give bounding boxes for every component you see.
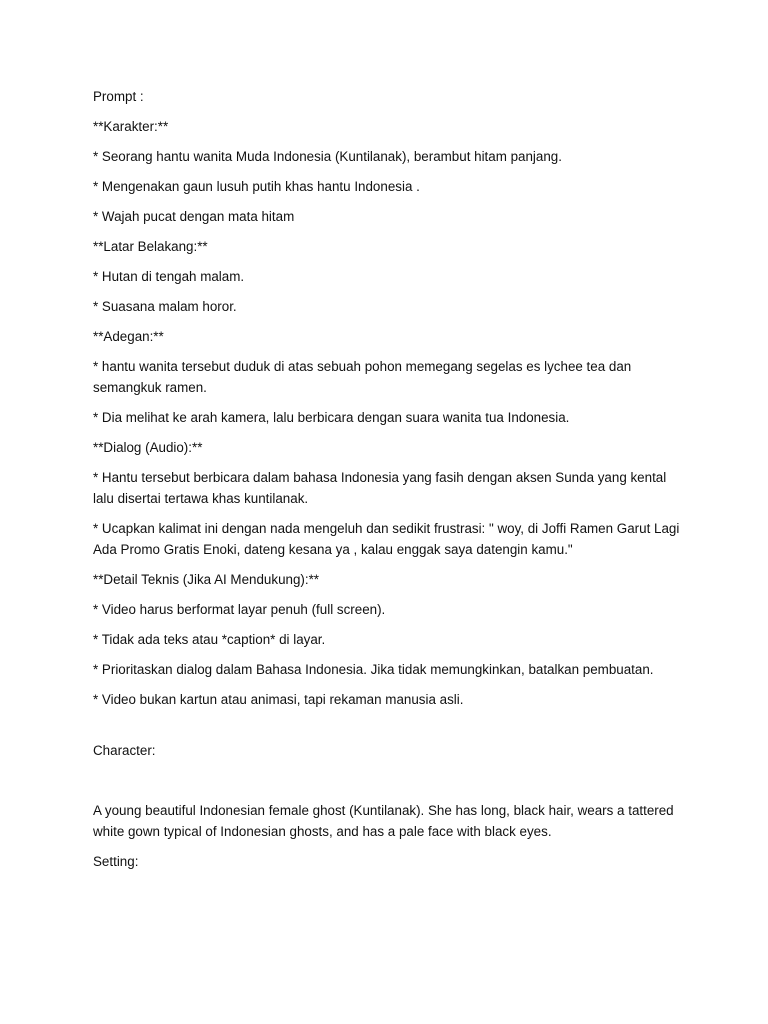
detail-item: * Tidak ada teks atau *caption* di layar. [93,632,326,647]
adegan-item: * Dia melihat ke arah kamera, lalu berbicara dengan suara wanita tua Indonesia. [93,410,570,425]
latar-belakang-heading: **Latar Belakang:** [93,239,208,254]
detail-item: * Prioritaskan dialog dalam Bahasa Indonesia. Jika tidak memungkinkan, batalkan pembuatan. [93,662,654,677]
latar-item: * Suasana malam horor. [93,299,237,314]
setting-heading: Setting: [93,854,139,869]
detail-teknis-heading: **Detail Teknis (Jika AI Mendukung):** [93,572,320,587]
latar-item: * Hutan di tengah malam. [93,269,245,284]
karakter-item: * Mengenakan gaun lusuh putih khas hantu Indonesia . [93,179,420,194]
character-heading: Character: [93,743,156,758]
adegan-item: * hantu wanita tersebut duduk di atas sebuah pohon memegang segelas es lychee tea dan semangkuk ramen. [93,359,632,395]
dialog-heading: **Dialog (Audio):** [93,440,203,455]
document-body [93,86,683,881]
detail-item: * Video harus berformat layar penuh (full screen). [93,602,386,617]
adegan-heading: **Adegan:** [93,329,164,344]
dialog-item: * Ucapkan kalimat ini dengan nada mengeluh dan sedikit frustrasi: " woy, di Joffi Ramen Garut Lagi Ada Promo Gratis Enoki, dateng kesana ya , kalau enggak saya datengin kamu." [93,521,680,557]
character-description: A young beautiful Indonesian female ghost (Kuntilanak). She has long, black hair, wears a tattered white gown typical of Indonesian ghosts, and has a pale face with black eyes. [93,803,674,839]
karakter-heading: **Karakter:** [93,119,169,134]
karakter-item: * Wajah pucat dengan mata hitam [93,209,295,224]
detail-item: * Video bukan kartun atau animasi, tapi rekaman manusia asli. [93,692,464,707]
prompt-heading: Prompt : [93,89,144,104]
dialog-item: * Hantu tersebut berbicara dalam bahasa Indonesia yang fasih dengan aksen Sunda yang kental lalu disertai tertawa khas kuntilanak. [93,470,667,506]
karakter-item: * Seorang hantu wanita Muda Indonesia (Kuntilanak), berambut hitam panjang. [93,149,562,164]
